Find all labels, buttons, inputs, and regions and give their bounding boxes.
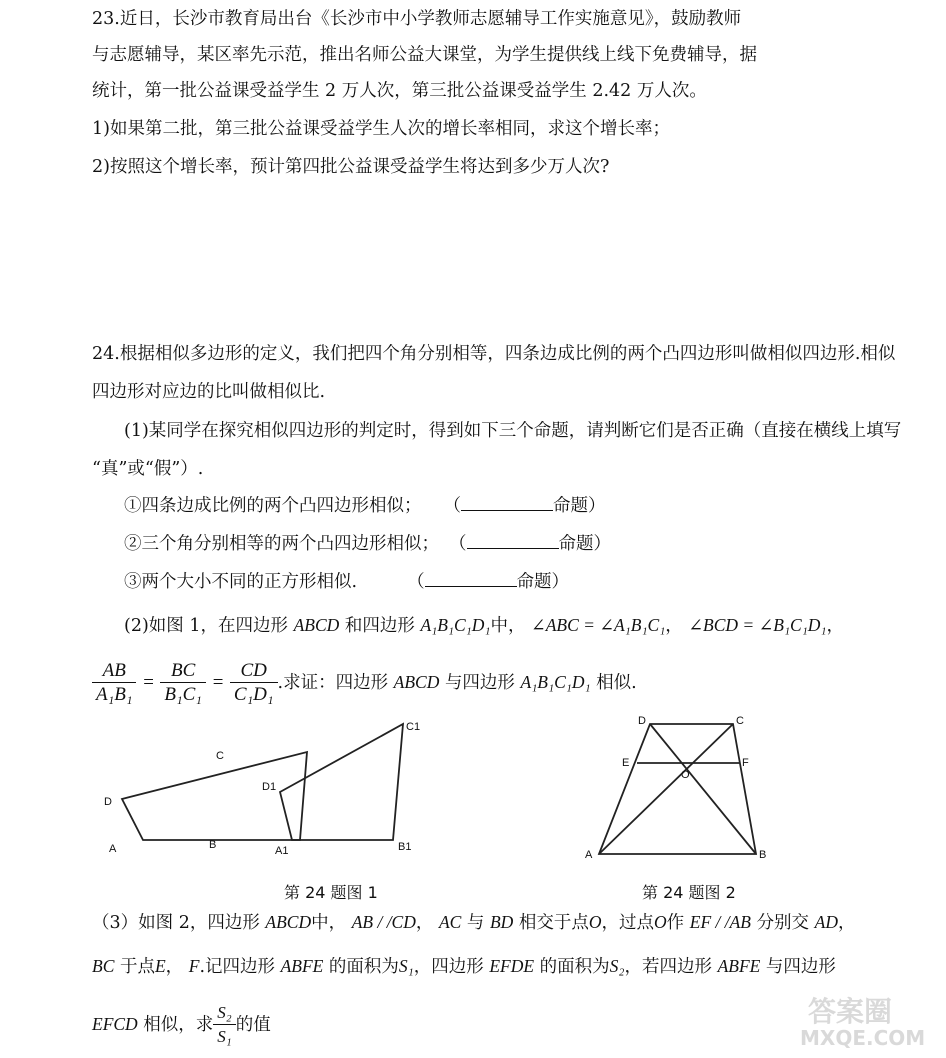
- ratio-cd: $\frac{CD}{\text{C₁D₁}}$: [230, 660, 278, 707]
- fig1-label-a: A: [109, 843, 117, 855]
- q24-intro-line2: 四边形对应边的比叫做相似比.: [92, 382, 326, 402]
- q24-part2-line1: (2)如图 1，在四边形 ABCD 和四边形 A₁B₁C₁D₁中， ∠ABC = ∠A₁B₁C₁， ∠BCD = ∠B₁C₁D₁，: [124, 615, 845, 636]
- fig1-label-c1: C1: [406, 721, 421, 733]
- ratio-ab: $\frac{AB}{\text{A₁B₁}}$: [92, 660, 136, 707]
- fig2-label-o: O: [681, 769, 690, 781]
- q23-part1: 1)如果第二批，第三批公益课受益学生人次的增长率相同，求这个增长率；: [92, 119, 670, 139]
- answer-blank-1[interactable]: [461, 496, 553, 511]
- proposition-1: ①四条边成比例的两个凸四边形相似； （ 命题）: [124, 496, 606, 516]
- figure-2: [578, 708, 778, 868]
- fig1-label-c: C: [216, 750, 224, 762]
- fig1-label-b: B: [209, 839, 217, 851]
- q24-part1-line1: (1)某同学在探究相似四边形的判定时，得到如下三个命题，请判断它们是否正确（直接在横线上填写: [124, 421, 902, 441]
- q23-part2: 2)按照这个增长率，预计第四批公益课受益学生将达到多少万人次?: [92, 157, 610, 177]
- ratio-s2-s1: $\frac{\text{S₂}}{\text{S₁}}$: [213, 1002, 235, 1049]
- trapezoid-abcd: [599, 724, 756, 854]
- q24-part3-line2: BC 于点E， F.记四边形 ABFE 的面积为S₁，四边形 EFDE 的面积为S₂，若四边形 ABFE 与四边形: [92, 956, 836, 977]
- watermark-logo: 答案圈: [808, 995, 893, 1028]
- ratio-bc: $\frac{BC}{\text{B₁C₁}}$: [160, 660, 206, 707]
- answer-blank-2[interactable]: [467, 534, 559, 549]
- fig2-label-f: F: [742, 757, 749, 769]
- figure-2-caption: 第 24 题图 2: [642, 883, 736, 902]
- q23-line3: 统计，第一批公益课受益学生 2 万人次，第三批公益课受益学生 2.42 万人次。: [92, 81, 707, 101]
- q24-part1-line2: “真”或“假”）.: [92, 459, 204, 479]
- q23-line2: 与志愿辅导，某区率先示范，推出名师公益大课堂，为学生提供线上线下免费辅导，据: [92, 45, 757, 65]
- fig1-label-a1: A1: [275, 845, 289, 857]
- q23-line1: 23.近日，长沙市教育局出台《长沙市中小学教师志愿辅导工作实施意见》，鼓励教师: [92, 9, 742, 29]
- fig2-label-e: E: [622, 757, 630, 769]
- fig2-label-a: A: [585, 849, 593, 861]
- fig1-label-d1: D1: [262, 781, 277, 793]
- quad-a1b1c1d1: [280, 724, 403, 840]
- figure-1: [95, 712, 440, 872]
- q24-intro-line1: 24.根据相似多边形的定义，我们把四个角分别相等，四条边成比例的两个凸四边形叫做相似四边形.相似: [92, 344, 896, 364]
- quad-abcd: [122, 752, 307, 840]
- fig2-label-b: B: [759, 849, 767, 861]
- q24-part3-line1: （3）如图 2，四边形 ABCD中， AB / /CD， AC 与 BD 相交于点O，过点O作 EF / /AB 分别交 AD，: [92, 912, 856, 933]
- fig2-label-c: C: [736, 715, 744, 727]
- fig2-label-d: D: [638, 715, 646, 727]
- fig1-label-b1: B1: [398, 841, 412, 853]
- proposition-3: ③两个大小不同的正方形相似. （ 命题）: [124, 572, 570, 592]
- answer-blank-3[interactable]: [425, 572, 517, 587]
- q24-part2-line2: $\frac{AB}{\text{A₁B₁}}$ = $\frac{BC}{\text{B₁C₁}}$ = $\frac{CD}{\text{C₁D₁}}$ .求证：四边形 ABCD 与四边形 A₁B₁C₁D₁ 相似.: [92, 660, 637, 707]
- figure-1-caption: 第 24 题图 1: [284, 883, 378, 902]
- watermark-url: MXQE.COM: [800, 1026, 926, 1050]
- proposition-2: ②三个角分别相等的两个凸四边形相似； （ 命题）: [124, 534, 611, 554]
- q24-part3-line3: EFCD 相似，求 $\frac{\text{S₂}}{\text{S₁}}$ 的值: [92, 1002, 271, 1049]
- fig1-label-d: D: [104, 796, 112, 808]
